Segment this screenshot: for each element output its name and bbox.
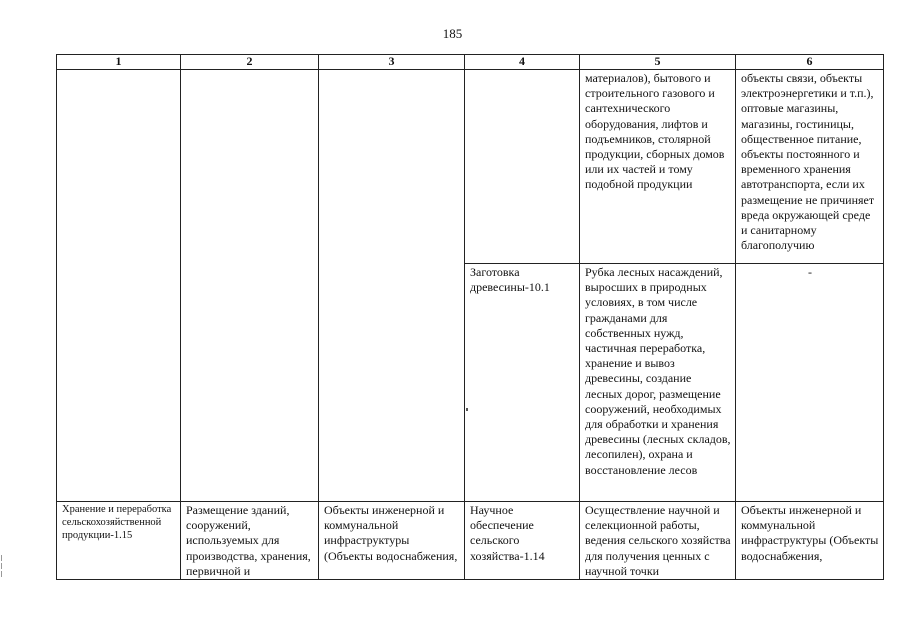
col-header-4: 4 (465, 55, 580, 70)
cell-r1-c2 (181, 70, 319, 502)
binding-mark (1, 563, 7, 569)
cell-r3-c6: Объекты инженерной и коммунальной инфраструктуры (Объекты водоснабжения, (736, 502, 884, 580)
col-header-3: 3 (319, 55, 465, 70)
page-number: 185 (442, 26, 463, 41)
binding-mark (1, 571, 7, 577)
land-use-table (56, 54, 884, 580)
cell-r2-c6: - (736, 264, 884, 502)
cell-r1-c4 (465, 70, 580, 264)
scan-mark (466, 408, 468, 411)
table-row (57, 502, 884, 580)
cell-r1-c1 (57, 70, 181, 502)
cell-r2-c4: Заготовка древесины-10.1 (465, 264, 580, 502)
binding-marks (1, 555, 7, 579)
col-header-5: 5 (580, 55, 736, 70)
cell-r1-c3 (319, 70, 465, 502)
cell-r3-c5: Осуществление научной и селекционной работы, ведения сельского хозяйства для получения ценных с научной точки (580, 502, 736, 580)
cell-r3-c3: Объекты инженерной и коммунальной инфраструктуры (Объекты водоснабжения, (319, 502, 465, 580)
header-row (57, 55, 884, 70)
cell-r2-c5: Рубка лесных насаждений, выросших в природных условиях, в том числе гражданами для собственных нужд, частичная переработка, хранение и вывоз древесины, создание лесных дорог, размещение сооружений, необходимых для обработки и хранения древесины (лесных складов, лесопилен), охрана и восстановление лесов (580, 264, 736, 502)
cell-r3-c1: Хранение и переработка сельскохозяйственной продукции-1.15 (57, 502, 181, 580)
cell-r3-c4: Научное обеспечение сельского хозяйства-1.14 (465, 502, 580, 580)
cell-r3-c2: Размещение зданий, сооружений, используемых для производства, хранения, первичной и (181, 502, 319, 580)
col-header-6: 6 (736, 55, 884, 70)
cell-r1-c6: объекты связи, объекты электроэнергетики и т.п.), оптовые магазины, магазины, гостиницы, общественное питание, объекты постоянного и временного хранения автотранспорта, если их размещение не причиняет вреда окружающей среде и санитарному благополучию (736, 70, 884, 264)
binding-mark (1, 555, 7, 561)
table-row (57, 70, 884, 264)
cell-r1-c5: материалов), бытового и строительного газового и сантехнического оборудования, лифтов и подъемников, столярной продукции, сборных домов или их частей и тому подобной продукции (580, 70, 736, 264)
col-header-2: 2 (181, 55, 319, 70)
col-header-1: 1 (57, 55, 181, 70)
